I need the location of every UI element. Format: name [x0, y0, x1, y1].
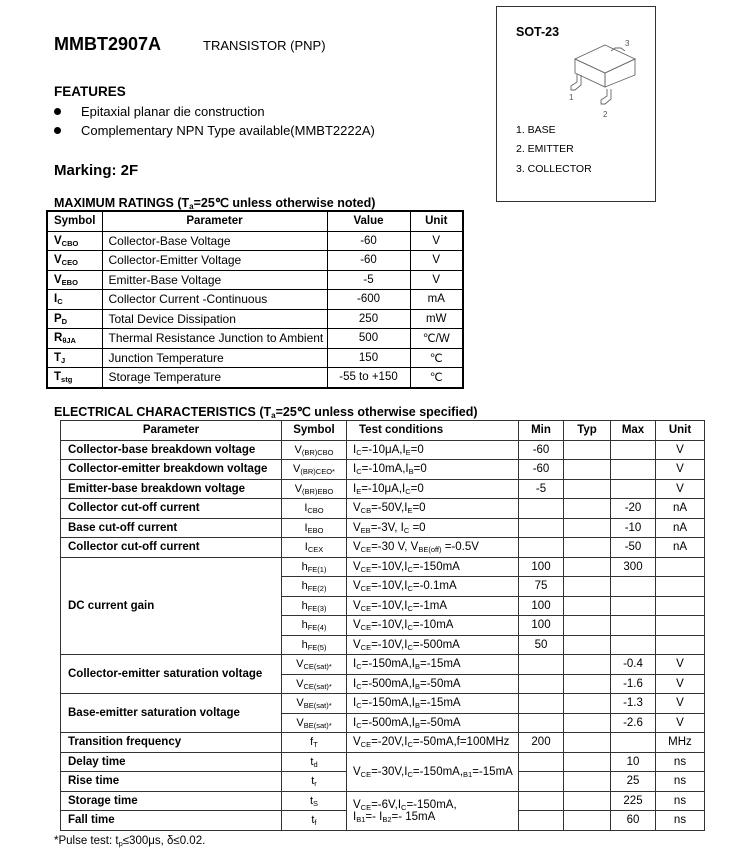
typ	[564, 733, 611, 753]
table-header-row	[61, 421, 705, 441]
min	[519, 713, 564, 733]
unit: ℃	[410, 348, 463, 368]
symbol: $t_f$	[282, 811, 347, 831]
symbol: $I_C$	[47, 290, 102, 310]
test-conditions: $V_{CE}=-10V,I_C=-0.1mA$	[347, 577, 519, 597]
table-row	[47, 309, 463, 329]
symbol: $t_r$	[282, 772, 347, 792]
parameter: Collector cut-off current	[61, 538, 282, 558]
min: 50	[519, 635, 564, 655]
unit: V	[410, 251, 463, 271]
max	[611, 440, 656, 460]
unit: nA	[656, 518, 705, 538]
typ	[564, 791, 611, 811]
table-row	[61, 733, 705, 753]
pin-2-label: 2. EMITTER	[516, 143, 574, 155]
unit: ns	[656, 791, 705, 811]
min: 100	[519, 596, 564, 616]
typ	[564, 577, 611, 597]
unit: ns	[656, 772, 705, 792]
unit: V	[656, 440, 705, 460]
parameter: Collector-Emitter Voltage	[102, 251, 327, 271]
value: 150	[327, 348, 410, 368]
symbol: $V_{BE(sat)*}$	[282, 694, 347, 714]
test-conditions: $V_{CB}=-50V,I_E=0$	[347, 499, 519, 519]
pulse-test-footnote: *Pulse test: $t_p\le 300\mu s$, δ≤0.02.	[54, 835, 206, 848]
col-parameter: Parameter	[61, 421, 282, 441]
unit: V	[656, 694, 705, 714]
parameter: Thermal Resistance Junction to Ambient	[102, 329, 327, 349]
typ	[564, 811, 611, 831]
test-conditions: $I_C=-150mA,I_B=-15mA$	[347, 655, 519, 675]
symbol: $h_{FE(4)}$	[282, 616, 347, 636]
typ	[564, 499, 611, 519]
parameter: Collector-base breakdown voltage	[61, 440, 282, 460]
electrical-heading: ELECTRICAL CHARACTERISTICS ($T_a=25℃$ unless otherwise specified)	[54, 405, 478, 420]
max: 60	[611, 811, 656, 831]
typ	[564, 538, 611, 558]
col-unit: Unit	[410, 211, 463, 231]
parameter: Storage time	[61, 791, 282, 811]
pin-3-label: 3. COLLECTOR	[516, 163, 592, 175]
symbol: $T_{stg}$	[47, 368, 102, 388]
parameter: Transition frequency	[61, 733, 282, 753]
col-symbol: Symbol	[47, 211, 102, 231]
unit: V	[656, 479, 705, 499]
table-row	[61, 791, 705, 811]
table-row	[47, 231, 463, 251]
min	[519, 791, 564, 811]
symbol: $V_{EBO}$	[47, 270, 102, 290]
table-row	[61, 499, 705, 519]
parameter: Collector-Base Voltage	[102, 231, 327, 251]
min	[519, 538, 564, 558]
table-row	[61, 518, 705, 538]
table-header-row	[47, 211, 463, 231]
parameter: Storage Temperature	[102, 368, 327, 388]
col-test-conditions: Test conditions	[347, 421, 519, 441]
max-ratings-table	[46, 210, 464, 389]
max: -2.6	[611, 713, 656, 733]
symbol: $h_{FE(2)}$	[282, 577, 347, 597]
unit: nA	[656, 538, 705, 558]
pin-1-label: 1. BASE	[516, 124, 556, 136]
max	[611, 616, 656, 636]
value: -60	[327, 231, 410, 251]
typ	[564, 616, 611, 636]
table-row	[47, 348, 463, 368]
max-ratings-heading: MAXIMUM RATINGS ($T_a=25℃$ unless otherwise noted)	[54, 196, 376, 211]
typ	[564, 655, 611, 675]
feature-item: Complementary NPN Type available(MMBT2222A)	[54, 123, 375, 138]
symbol: $V_{(BR)CBO}$	[282, 440, 347, 460]
package-box	[496, 6, 656, 202]
value: -5	[327, 270, 410, 290]
max	[611, 479, 656, 499]
min: -5	[519, 479, 564, 499]
parameter: Collector-emitter saturation voltage	[61, 655, 282, 694]
unit	[656, 635, 705, 655]
table-row	[47, 290, 463, 310]
min	[519, 655, 564, 675]
unit: ℃	[410, 368, 463, 388]
symbol: $T_J$	[47, 348, 102, 368]
min: -60	[519, 440, 564, 460]
unit: V	[656, 460, 705, 480]
max: -20	[611, 499, 656, 519]
test-conditions: $V_{CE}=-6V,I_C=-150mA$, $I_{B1}=-$ $I_{B2}=-$ 15mA	[347, 791, 519, 830]
value: -60	[327, 251, 410, 271]
symbol: $V_{(BR)EBO}$	[282, 479, 347, 499]
max	[611, 733, 656, 753]
unit: ns	[656, 752, 705, 772]
unit: MHz	[656, 733, 705, 753]
table-row	[47, 368, 463, 388]
unit: V	[656, 674, 705, 694]
bullet-icon	[54, 127, 61, 134]
typ	[564, 460, 611, 480]
unit: V	[410, 231, 463, 251]
parameter: Collector Current -Continuous	[102, 290, 327, 310]
table-row	[61, 557, 705, 577]
test-conditions: $V_{CE}=-10V,I_C=-500mA$	[347, 635, 519, 655]
parameter: Collector cut-off current	[61, 499, 282, 519]
max: -10	[611, 518, 656, 538]
test-conditions: $I_C=-10mA,I_B=0$	[347, 460, 519, 480]
unit: mW	[410, 309, 463, 329]
symbol: $f_T$	[282, 733, 347, 753]
symbol: $h_{FE(3)}$	[282, 596, 347, 616]
value: 250	[327, 309, 410, 329]
symbol: $R_{\theta JA}$	[47, 329, 102, 349]
parameter: Emitter-base breakdown voltage	[61, 479, 282, 499]
test-conditions: $V_{CE}=-10V,I_C=-10mA$	[347, 616, 519, 636]
parameter: Base cut-off current	[61, 518, 282, 538]
parameter: Collector-emitter breakdown voltage	[61, 460, 282, 480]
svg-text:1: 1	[569, 93, 574, 102]
test-conditions: $V_{CE}=-30V,I_C=-150mA,_{B1}=-15mA$	[347, 752, 519, 791]
typ	[564, 557, 611, 577]
symbol: $I_{CEX}$	[282, 538, 347, 558]
min	[519, 694, 564, 714]
test-conditions: $I_E=-10\mu A,I_C=0$	[347, 479, 519, 499]
unit	[656, 557, 705, 577]
part-number: MMBT2907A	[54, 34, 162, 54]
test-conditions: $V_{CE}=-10V,I_C=-1mA$	[347, 596, 519, 616]
parameter: DC current gain	[61, 557, 282, 655]
symbol: $h_{FE(5)}$	[282, 635, 347, 655]
test-conditions: $V_{CE}=-10V,I_C=-150mA$	[347, 557, 519, 577]
feature-item: Epitaxial planar die construction	[54, 104, 265, 119]
unit	[656, 596, 705, 616]
unit: mA	[410, 290, 463, 310]
col-parameter: Parameter	[102, 211, 327, 231]
symbol: $t_d$	[282, 752, 347, 772]
table-row	[61, 460, 705, 480]
min: 75	[519, 577, 564, 597]
table-row	[61, 752, 705, 772]
unit: V	[410, 270, 463, 290]
max: 225	[611, 791, 656, 811]
symbol: $V_{(BR)CEO*}$	[282, 460, 347, 480]
typ	[564, 596, 611, 616]
table-row	[61, 538, 705, 558]
typ	[564, 440, 611, 460]
unit	[656, 577, 705, 597]
col-symbol: Symbol	[282, 421, 347, 441]
parameter: Junction Temperature	[102, 348, 327, 368]
electrical-table	[60, 420, 705, 831]
max: 25	[611, 772, 656, 792]
test-conditions: $I_C=-500mA,I_B=-50mA$	[347, 713, 519, 733]
table-row	[47, 251, 463, 271]
typ	[564, 713, 611, 733]
max: 10	[611, 752, 656, 772]
col-max: Max	[611, 421, 656, 441]
min	[519, 499, 564, 519]
marking-code: Marking: 2F	[54, 162, 139, 179]
min: 100	[519, 616, 564, 636]
symbol: $h_{FE(1)}$	[282, 557, 347, 577]
parameter: Delay time	[61, 752, 282, 772]
test-conditions: $I_C=-10\mu A,I_E=0$	[347, 440, 519, 460]
svg-text:3: 3	[625, 39, 630, 48]
test-conditions: $V_{CE}=-20V,I_C=-50mA,f=100MHz$	[347, 733, 519, 753]
unit: ns	[656, 811, 705, 831]
col-min: Min	[519, 421, 564, 441]
typ	[564, 694, 611, 714]
col-unit: Unit	[656, 421, 705, 441]
unit: ℃/W	[410, 329, 463, 349]
max	[611, 577, 656, 597]
symbol: $V_{CEO}$	[47, 251, 102, 271]
symbol: $t_S$	[282, 791, 347, 811]
svg-text:2: 2	[603, 110, 608, 119]
bullet-icon	[54, 108, 61, 115]
min	[519, 772, 564, 792]
max	[611, 460, 656, 480]
min	[519, 674, 564, 694]
symbol: $P_D$	[47, 309, 102, 329]
parameter: Fall time	[61, 811, 282, 831]
max: 300	[611, 557, 656, 577]
unit	[656, 616, 705, 636]
test-conditions: $V_{CE}=-30$ V, $V_{BE(off)} =-0.5V$	[347, 538, 519, 558]
symbol: $I_{EBO}$	[282, 518, 347, 538]
value: -600	[327, 290, 410, 310]
symbol: $I_{CBO}$	[282, 499, 347, 519]
typ	[564, 479, 611, 499]
max	[611, 596, 656, 616]
max: -50	[611, 538, 656, 558]
table-row	[61, 655, 705, 675]
symbol: $V_{CE(sat)*}$	[282, 674, 347, 694]
symbol: $V_{CE(sat)*}$	[282, 655, 347, 675]
max: -1.3	[611, 694, 656, 714]
table-row	[47, 270, 463, 290]
max: -1.6	[611, 674, 656, 694]
typ	[564, 635, 611, 655]
max	[611, 635, 656, 655]
table-row	[47, 329, 463, 349]
col-typ: Typ	[564, 421, 611, 441]
test-conditions: $I_C=-500mA,I_B=-50mA$	[347, 674, 519, 694]
min: -60	[519, 460, 564, 480]
min: 200	[519, 733, 564, 753]
min	[519, 752, 564, 772]
col-value: Value	[327, 211, 410, 231]
test-conditions: $I_C=-150mA,I_B=-15mA$	[347, 694, 519, 714]
max: -0.4	[611, 655, 656, 675]
parameter: Emitter-Base Voltage	[102, 270, 327, 290]
package-name: SOT-23	[516, 25, 560, 39]
min	[519, 518, 564, 538]
unit: V	[656, 655, 705, 675]
device-type: TRANSISTOR (PNP)	[203, 38, 326, 53]
table-row	[61, 479, 705, 499]
symbol: $V_{BE(sat)*}$	[282, 713, 347, 733]
parameter: Total Device Dissipation	[102, 309, 327, 329]
sot23-package-icon	[563, 37, 645, 123]
value: 500	[327, 329, 410, 349]
unit: nA	[656, 499, 705, 519]
min	[519, 811, 564, 831]
typ	[564, 752, 611, 772]
test-conditions: $V_{EB}=-3V$, $I_C =0$	[347, 518, 519, 538]
value: -55 to +150	[327, 368, 410, 388]
typ	[564, 772, 611, 792]
symbol: $V_{CBO}$	[47, 231, 102, 251]
table-row	[61, 694, 705, 714]
unit: V	[656, 713, 705, 733]
features-heading: FEATURES	[54, 84, 126, 99]
table-row	[61, 440, 705, 460]
parameter: Base-emitter saturation voltage	[61, 694, 282, 733]
typ	[564, 518, 611, 538]
typ	[564, 674, 611, 694]
parameter: Rise time	[61, 772, 282, 792]
min: 100	[519, 557, 564, 577]
